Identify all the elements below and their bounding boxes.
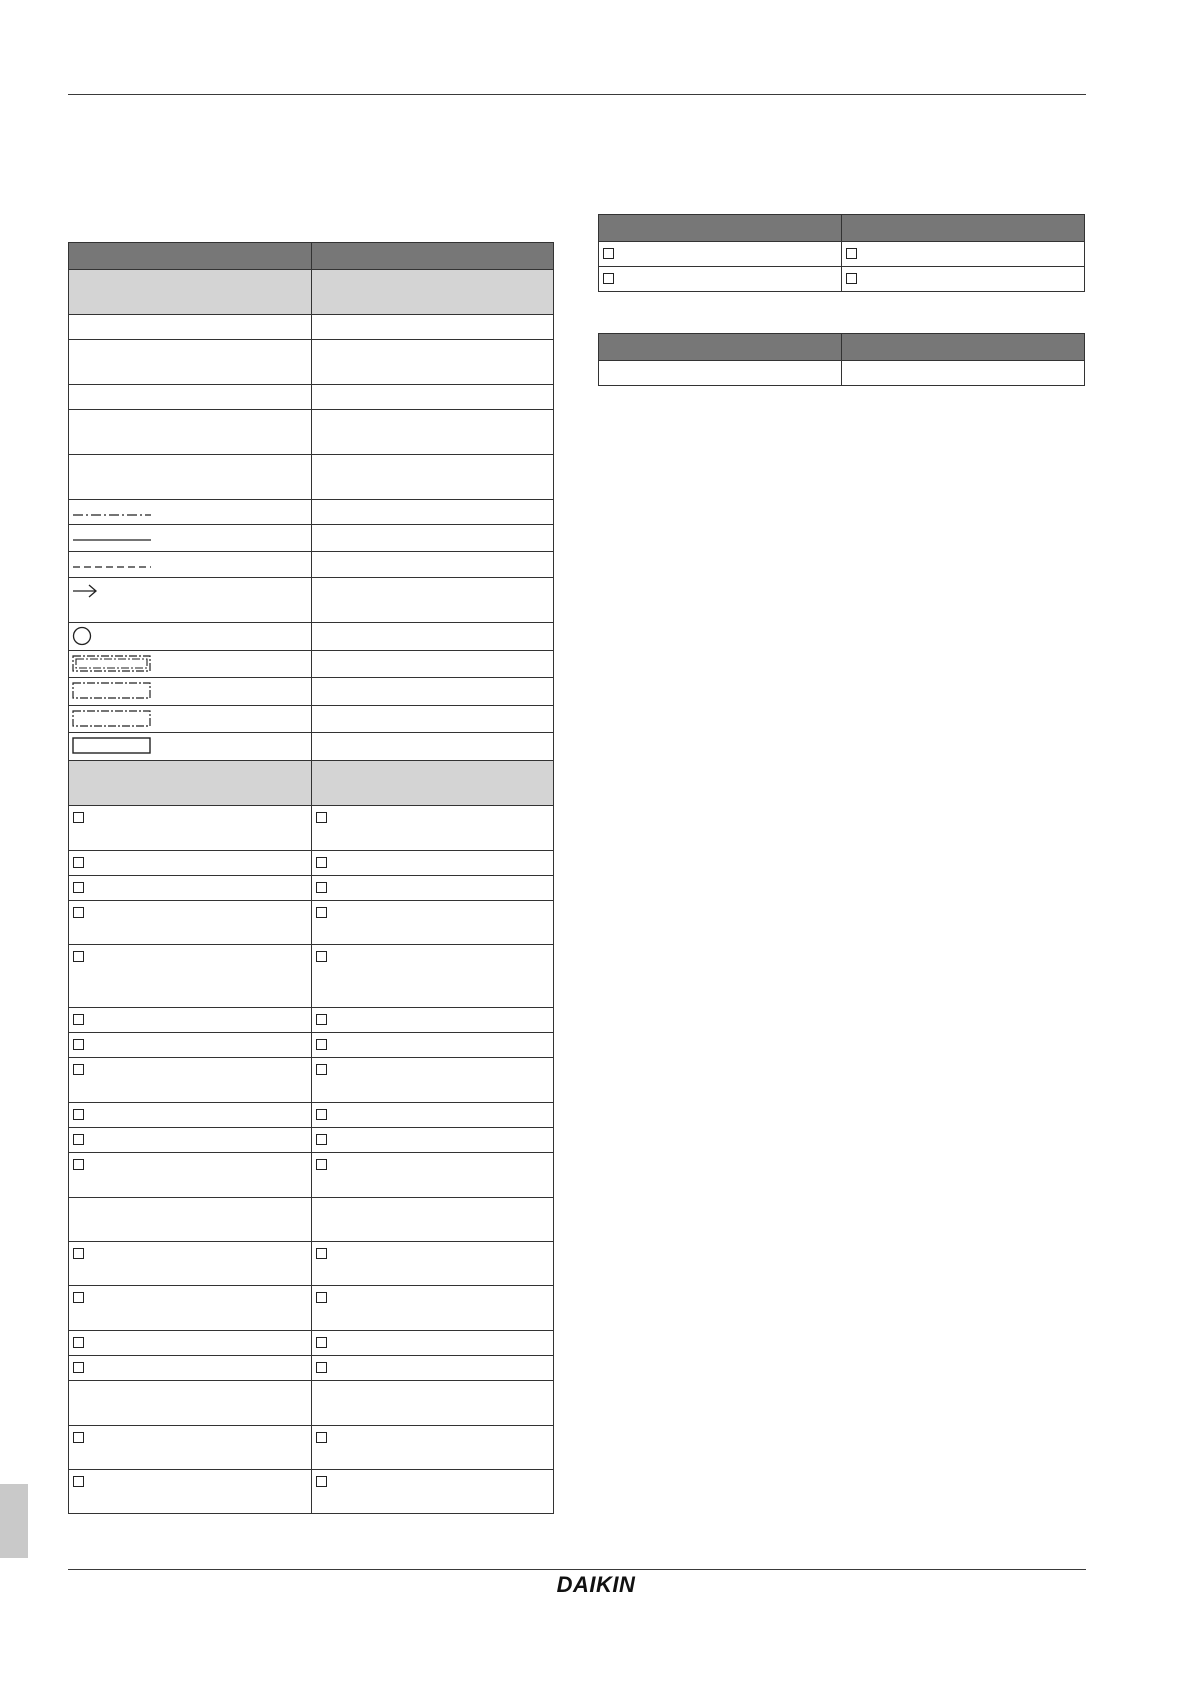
- table-cell: [69, 706, 312, 733]
- main-table: [68, 242, 554, 1514]
- main-table-row: [69, 806, 554, 851]
- main-table-row: [69, 315, 554, 340]
- table-cell: [69, 1331, 312, 1356]
- checkbox[interactable]: [73, 857, 84, 868]
- table-cell: [69, 678, 312, 706]
- main-table-row: [69, 901, 554, 945]
- daikin-logo: DAIKIN: [556, 1572, 636, 1597]
- table-cell: [69, 651, 312, 678]
- checkbox[interactable]: [316, 1014, 327, 1025]
- table-cell: [312, 1470, 554, 1514]
- main-table-row: [69, 1426, 554, 1470]
- table-cell: [599, 242, 842, 267]
- table-cell: [312, 876, 554, 901]
- main-table-row: [69, 733, 554, 761]
- checkbox[interactable]: [73, 1432, 84, 1443]
- circle-icon: [71, 626, 153, 644]
- checkbox[interactable]: [316, 1337, 327, 1348]
- table-cell: [842, 215, 1085, 242]
- table-cell: [312, 243, 554, 270]
- checkbox[interactable]: [73, 1109, 84, 1120]
- checkbox[interactable]: [316, 1362, 327, 1373]
- checkbox[interactable]: [73, 812, 84, 823]
- table-cell: [312, 340, 554, 385]
- checkbox[interactable]: [316, 1292, 327, 1303]
- checkbox[interactable]: [316, 1432, 327, 1443]
- table-cell: [69, 733, 312, 761]
- checkbox[interactable]: [316, 857, 327, 868]
- table-cell: [312, 1331, 554, 1356]
- dashed-line-icon: [71, 555, 153, 573]
- main-table-row: [69, 1286, 554, 1331]
- right-table-2-row: [599, 361, 1085, 386]
- table-cell: [599, 215, 842, 242]
- table-cell: [312, 385, 554, 410]
- main-table-row: [69, 552, 554, 578]
- main-table-row: [69, 243, 554, 270]
- right-table-2-row: [599, 334, 1085, 361]
- checkbox[interactable]: [603, 248, 614, 259]
- main-table-row: [69, 1008, 554, 1033]
- checkbox[interactable]: [73, 1362, 84, 1373]
- table-cell: [312, 851, 554, 876]
- table-cell: [69, 945, 312, 1008]
- checkbox[interactable]: [603, 273, 614, 284]
- checkbox[interactable]: [316, 907, 327, 918]
- table-cell: [69, 1128, 312, 1153]
- table-cell: [69, 1198, 312, 1242]
- table-cell: [312, 761, 554, 806]
- table-cell: [312, 552, 554, 578]
- table-cell: [69, 500, 312, 525]
- right-table-1-row: [599, 267, 1085, 292]
- table-cell: [69, 901, 312, 945]
- checkbox[interactable]: [73, 1134, 84, 1145]
- checkbox[interactable]: [316, 951, 327, 962]
- table-cell: [312, 1198, 554, 1242]
- table-cell: [312, 270, 554, 315]
- checkbox[interactable]: [316, 1248, 327, 1259]
- main-table-row: [69, 1153, 554, 1198]
- table-cell: [312, 500, 554, 525]
- table-cell: [312, 315, 554, 340]
- table-cell: [312, 578, 554, 623]
- table-cell: [312, 1356, 554, 1381]
- table-cell: [312, 525, 554, 552]
- checkbox[interactable]: [73, 1039, 84, 1050]
- right-table-2: [598, 333, 1085, 386]
- dash-dot-box-icon: [71, 681, 153, 699]
- table-cell: [599, 334, 842, 361]
- table-cell: [69, 455, 312, 500]
- checkbox[interactable]: [73, 1292, 84, 1303]
- table-cell: [69, 1033, 312, 1058]
- table-cell: [69, 243, 312, 270]
- table-cell: [69, 1286, 312, 1331]
- table-cell: [842, 334, 1085, 361]
- main-table-row: [69, 1331, 554, 1356]
- dash-dot-line-icon: [71, 503, 153, 521]
- table-cell: [599, 361, 842, 386]
- checkbox[interactable]: [73, 951, 84, 962]
- main-table-row: [69, 1103, 554, 1128]
- main-table-row: [69, 1356, 554, 1381]
- footer-rule: [68, 1569, 1086, 1570]
- table-cell: [69, 1356, 312, 1381]
- checkbox[interactable]: [316, 812, 327, 823]
- table-cell: [69, 1381, 312, 1426]
- checkbox[interactable]: [316, 1039, 327, 1050]
- checkbox[interactable]: [316, 1064, 327, 1075]
- main-table-row: [69, 385, 554, 410]
- table-cell: [69, 1058, 312, 1103]
- main-table-row: [69, 945, 554, 1008]
- table-cell: [69, 525, 312, 552]
- main-table-row: [69, 1058, 554, 1103]
- checkbox[interactable]: [316, 1109, 327, 1120]
- table-cell: [69, 315, 312, 340]
- table-cell: [312, 1242, 554, 1286]
- double-dash-dot-box-icon: [71, 654, 153, 672]
- table-cell: [69, 1470, 312, 1514]
- table-cell: [69, 1008, 312, 1033]
- table-cell: [69, 552, 312, 578]
- table-cell: [312, 706, 554, 733]
- table-cell: [69, 1426, 312, 1470]
- table-cell: [312, 1426, 554, 1470]
- table-cell: [69, 1242, 312, 1286]
- checkbox[interactable]: [846, 248, 857, 259]
- main-table-row: [69, 1470, 554, 1514]
- arrow-icon: [71, 581, 153, 599]
- solid-line-icon: [71, 528, 153, 546]
- main-table-row: [69, 851, 554, 876]
- table-cell: [69, 851, 312, 876]
- dash-dot-box-icon: [71, 709, 153, 727]
- checkbox[interactable]: [73, 1159, 84, 1170]
- table-cell: [312, 651, 554, 678]
- table-cell: [312, 945, 554, 1008]
- table-cell: [312, 623, 554, 651]
- main-table-row: [69, 651, 554, 678]
- table-cell: [312, 678, 554, 706]
- right-table-1-row: [599, 215, 1085, 242]
- checkbox[interactable]: [316, 1476, 327, 1487]
- table-cell: [69, 385, 312, 410]
- table-cell: [69, 623, 312, 651]
- table-cell: [842, 242, 1085, 267]
- main-table-row: [69, 1242, 554, 1286]
- checkbox[interactable]: [316, 1134, 327, 1145]
- table-cell: [312, 1033, 554, 1058]
- main-table-row: [69, 455, 554, 500]
- table-cell: [69, 876, 312, 901]
- checkbox[interactable]: [73, 1014, 84, 1025]
- checkbox[interactable]: [73, 1064, 84, 1075]
- main-table-row: [69, 500, 554, 525]
- table-cell: [312, 455, 554, 500]
- table-cell: [69, 761, 312, 806]
- checkbox[interactable]: [846, 273, 857, 284]
- main-table-row: [69, 678, 554, 706]
- main-table-row: [69, 525, 554, 552]
- right-table-1-row: [599, 242, 1085, 267]
- table-cell: [312, 1058, 554, 1103]
- table-cell: [69, 578, 312, 623]
- header-rule: [68, 94, 1086, 95]
- table-cell: [312, 1286, 554, 1331]
- table-cell: [69, 806, 312, 851]
- main-table-row: [69, 1128, 554, 1153]
- table-cell: [69, 270, 312, 315]
- side-tab: [0, 1484, 28, 1558]
- checkbox[interactable]: [73, 1476, 84, 1487]
- table-cell: [312, 733, 554, 761]
- table-cell: [312, 410, 554, 455]
- main-table-row: [69, 706, 554, 733]
- table-cell: [842, 267, 1085, 292]
- main-table-row: [69, 876, 554, 901]
- main-table-row: [69, 578, 554, 623]
- table-cell: [69, 410, 312, 455]
- checkbox[interactable]: [73, 1248, 84, 1259]
- main-table-row: [69, 1033, 554, 1058]
- main-table-row: [69, 1198, 554, 1242]
- table-cell: [312, 1381, 554, 1426]
- main-table-row: [69, 410, 554, 455]
- main-table-row: [69, 1381, 554, 1426]
- table-cell: [69, 1103, 312, 1128]
- solid-box-icon: [71, 736, 153, 754]
- right-table-1: [598, 214, 1085, 292]
- table-cell: [312, 1128, 554, 1153]
- checkbox[interactable]: [73, 1337, 84, 1348]
- table-cell: [599, 267, 842, 292]
- table-cell: [312, 806, 554, 851]
- main-table-row: [69, 761, 554, 806]
- checkbox[interactable]: [73, 882, 84, 893]
- table-cell: [842, 361, 1085, 386]
- checkbox[interactable]: [316, 1159, 327, 1170]
- checkbox[interactable]: [316, 882, 327, 893]
- table-cell: [312, 1153, 554, 1198]
- main-table-row: [69, 623, 554, 651]
- table-cell: [312, 1008, 554, 1033]
- table-cell: [312, 901, 554, 945]
- table-cell: [69, 340, 312, 385]
- checkbox[interactable]: [73, 907, 84, 918]
- table-cell: [312, 1103, 554, 1128]
- main-table-row: [69, 340, 554, 385]
- table-cell: [69, 1153, 312, 1198]
- main-table-row: [69, 270, 554, 315]
